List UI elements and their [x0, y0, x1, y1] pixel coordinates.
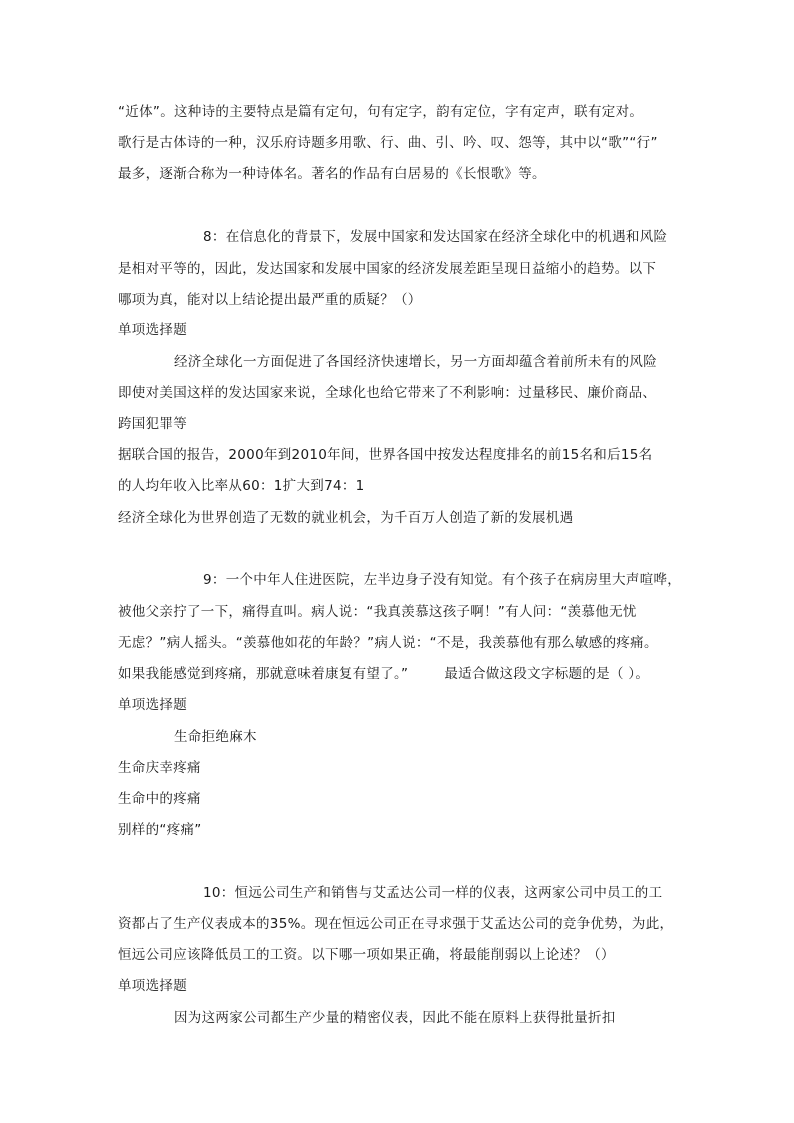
question-10-stem: 恒远公司应该降低员工的工资。以下哪一项如果正确，将最能削弱以上论述？（）: [118, 947, 615, 963]
question-9-option[interactable]: 别样的“疼痛”: [118, 822, 202, 838]
question-8-option-cont[interactable]: 的人均年收入比率从60：1扩大到74：1: [118, 478, 365, 494]
question-9-stem-row: [118, 665, 649, 683]
question-9-stem: 被他父亲拧了一下，痛得直叫。病人说：“我真羡慕这孩子啊！”有人问：“羡慕他无忧: [118, 604, 637, 620]
question-8-option[interactable]: 即使对美国这样的发达国家来说，全球化也给它带来了不利影响：过量移民、廉价商品、: [118, 385, 657, 401]
question-8-type: 单项选择题: [118, 322, 187, 338]
question-8-option-cont[interactable]: 跨国犯罪等: [118, 416, 187, 432]
question-10-option[interactable]: 因为这两家公司都生产少量的精密仪表，因此不能在原料上获得批量折扣: [174, 1010, 616, 1026]
question-9-stem: 无虑？”病人摇头。“羡慕他如花的年龄？”病人说：“不是，我羡慕他有那么敏感的疼痛。: [118, 635, 658, 651]
question-10-type: 单项选择题: [118, 978, 187, 994]
intro-line: “近体”。这种诗的主要特点是篇有定句，句有定字，韵有定位，字有定声，联有定对。: [118, 104, 644, 120]
question-8-option[interactable]: 据联合国的报告，2000年到2010年间，世界各国中按发达程度排名的前15名和后15名: [118, 447, 653, 463]
question-8-stem: 哪项为真，能对以上结论提出最严重的质疑？（）: [118, 292, 422, 308]
question-10-stem: 资都占了生产仪表成本的35%。现在恒远公司正在寻求强于艾孟达公司的竞争优势，为此，: [118, 916, 674, 932]
question-9-option[interactable]: 生命拒绝麻木: [174, 729, 257, 745]
question-8-stem: 是相对平等的，因此，发达国家和发展中国家的经济发展差距呈现日益缩小的趋势。以下: [118, 261, 657, 277]
intro-line: 最多，逐渐合称为一种诗体名。著名的作品有白居易的《长恨歌》等。: [118, 166, 546, 182]
question-9-stem: 9：一个中年人住进医院，左半边身子没有知觉。有个孩子在病房里大声喧哗，: [203, 572, 682, 588]
question-8-option[interactable]: 经济全球化一方面促进了各国经济快速增长，另一方面却蕴含着前所未有的风险: [174, 354, 657, 370]
question-10-stem: 10：恒远公司生产和销售与艾孟达公司一样的仪表，这两家公司中员工的工: [203, 885, 663, 901]
question-9-prompt: 最适合做这段文字标题的是（ ）。: [444, 666, 650, 682]
question-9-stem: 如果我能感觉到疼痛，那就意味着康复有望了。”: [118, 666, 409, 682]
intro-line: 歌行是古体诗的一种，汉乐府诗题多用歌、行、曲、引、吟、叹、怨等，其中以“歌”“行”: [118, 135, 658, 151]
question-8-stem: 8：在信息化的背景下，发展中国家和发达国家在经济全球化中的机遇和风险: [203, 229, 668, 245]
question-9-option[interactable]: 生命庆幸疼痛: [118, 760, 201, 776]
question-8-option[interactable]: 经济全球化为世界创造了无数的就业机会，为千百万人创造了新的发展机遇: [118, 510, 574, 526]
question-9-type: 单项选择题: [118, 697, 187, 713]
question-9-option[interactable]: 生命中的疼痛: [118, 791, 201, 807]
